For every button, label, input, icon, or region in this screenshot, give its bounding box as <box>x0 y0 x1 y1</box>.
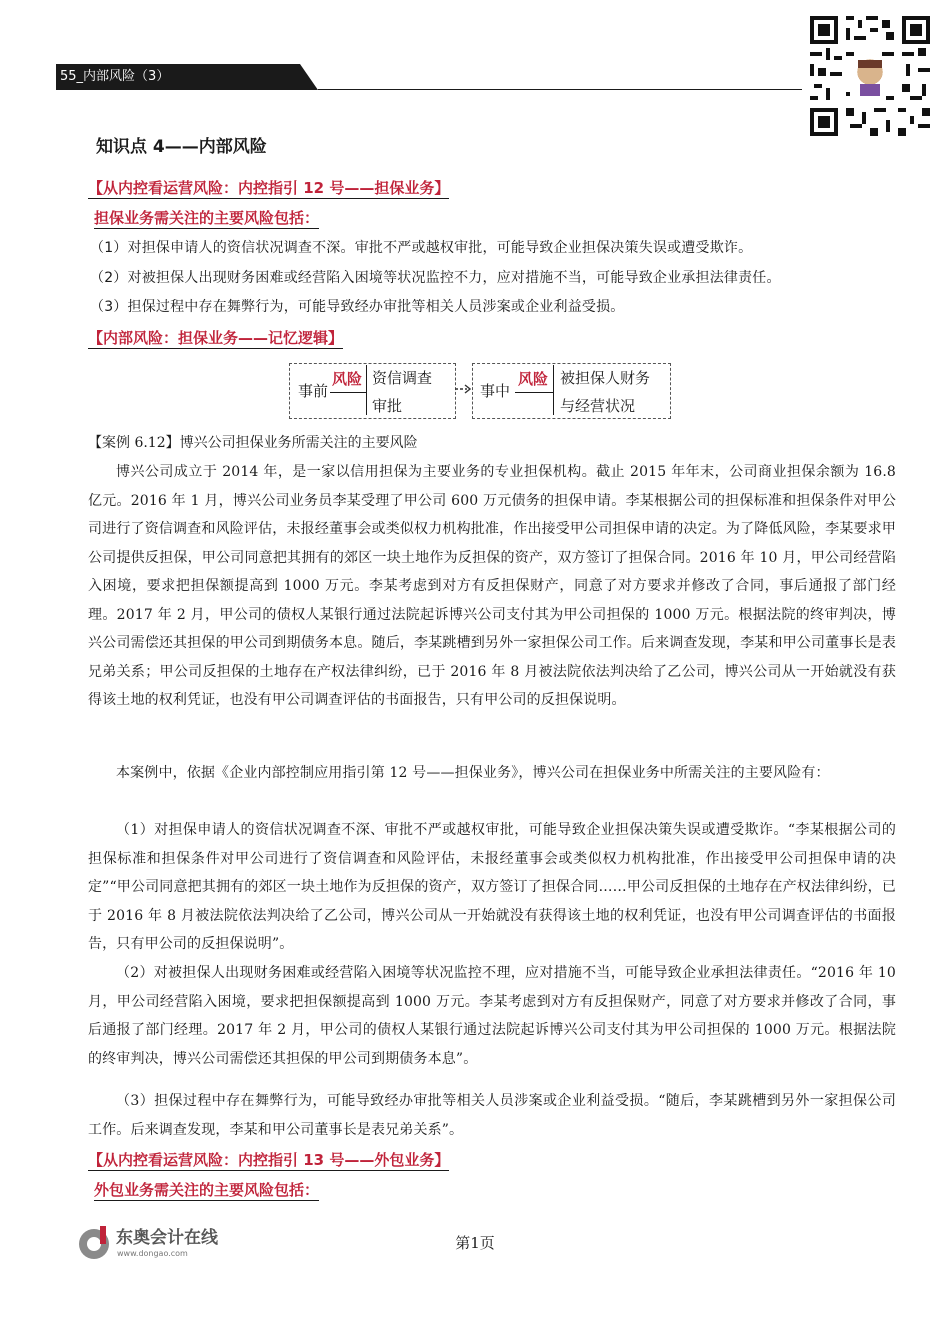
case-paragraph: 本案例中，依据《企业内部控制应用指引第 12 号——担保业务》，博兴公司在担保业务中所需关注的主要风险有： <box>116 765 830 781</box>
section-subheading-guarantee: 担保业务需关注的主要风险包括： <box>94 209 320 227</box>
case-paragraph: （1）对担保申请人的资信状况调查不深、审批不严或越权审批，可能导致企业担保决策失误或遭受欺诈。“李某根据公司的担保标准和担保条件对甲公司进行了资信调查和风险评估，未报经董事会或类似权力机构批准，作出接受甲公司担保申请的决定”“甲公司同意把其拥有的郊区一块土地作为反担保的资产，双方签订了担保合同……甲公司反担保的土地存在产权法律纠纷，已于 2016 年 8 月被法院依法判决给了乙公司，博兴公司从一开始就没有获得该土地的权利凭证，也没有甲公司调查评估的书面报告，只有甲公司的反担保说明”。 <box>88 822 896 952</box>
section-heading-guarantee: 【从内控看运营风险：内控指引 12 号——担保业务】 <box>88 179 450 197</box>
diagram-item-finance: 被担保人财务 <box>560 369 651 387</box>
risk-item: （2）对被担保人出现财务困难或经营陷入困境等状况监控不力，应对措施不当，可能导致企业承担法律责任。 <box>90 270 781 286</box>
diagram-stage-before: 事前 <box>298 382 329 400</box>
page-number: 第1页 <box>455 1234 495 1252</box>
qr-code-icon <box>806 12 934 140</box>
arrow-right-icon <box>455 383 471 395</box>
footer-logo-url: www.dongao.com <box>117 1249 188 1258</box>
case-paragraph: （3）担保过程中存在舞弊行为，可能导致经办审批等相关人员涉案或企业利益受损。“随后，李某跳槽到另外一家担保公司工作。后来调查发现，李某和甲公司董事长是表兄弟关系”。 <box>88 1093 896 1138</box>
diagram-item-approval: 审批 <box>372 397 403 415</box>
diagram-connector <box>515 392 553 393</box>
diagram-bracket <box>553 365 554 415</box>
risk-item: （1）对担保申请人的资信状况调查不深。审批不严或越权审批，可能导致企业担保决策失误或遭受欺诈。 <box>90 240 753 256</box>
diagram-item-credit-check: 资信调查 <box>372 369 433 387</box>
case-paragraph: （2）对被担保人出现财务困难或经营陷入困境等状况监控不理，应对措施不当，可能导致企业承担法律责任。“2016 年 10 月，甲公司经营陷入困境，要求把担保额提高到 1000 万元。李某考虑到对方有反担保财产，同意了对方要求并修改了合同，事后通报了部门经理。2017 年 2 月，甲公司的债权人某银行通过法院起诉博兴公司支付其为甲公司担保的 1000 万元。根据法院的终审判决，博兴公司需偿还其担保的甲公司到期债务本息”。 <box>88 965 896 1067</box>
diagram-bracket <box>366 365 367 415</box>
section-subheading-outsourcing: 外包业务需关注的主要风险包括： <box>94 1181 320 1199</box>
case-paragraph: 博兴公司成立于 2014 年，是一家以信用担保为主要业务的专业担保机构。截止 2015 年年末，公司商业担保余额为 16.8 亿元。2016 年 1 月，博兴公司业务员李某受理了甲公司 600 万元债务的担保申请。李某根据公司的担保标准和担保条件对甲公司进行了资信调查和风险评估，未报经董事会或类似权力机构批准，作出接受甲公司担保申请的决定。为了降低风险，李某要求甲公司提供反担保，甲公司同意把其拥有的郊区一块土地作为反担保的资产，双方签订了担保合同。2016 年 10 月，甲公司经营陷入困境，要求把担保额提高到 1000 万元。李某考虑到对方有反担保财产，同意了对方要求并修改了合同，事后通报了部门经理。2017 年 2 月，甲公司的债权人某银行通过法院起诉博兴公司支付其为甲公司担保的 1000 万元。根据法院的终审判决，博兴公司需偿还其担保的甲公司到期债务本息。随后，李某跳槽到另外一家担保公司工作。后来调查发现，李某和甲公司董事长是表兄弟关系；甲公司反担保的土地存在产权法律纠纷，已于 2016 年 8 月被法院依法判决给了乙公司，博兴公司从一开始就没有获得该土地的权利凭证，也没有甲公司调查评估的书面报告，只有甲公司的反担保说明。 <box>88 464 896 708</box>
page-title: 知识点 4——内部风险 <box>96 137 267 157</box>
diagram-risk-label: 风险 <box>332 370 363 388</box>
diagram-item-operations: 与经营状况 <box>560 397 636 415</box>
diagram-risk-label: 风险 <box>518 370 549 388</box>
case-title: 【案例 6.12】博兴公司担保业务所需关注的主要风险 <box>88 435 418 451</box>
header-title: 55_内部风险（3） <box>60 69 170 84</box>
risk-item: （3）担保过程中存在舞弊行为，可能导致经办审批等相关人员涉案或企业利益受损。 <box>90 299 625 315</box>
diagram-stage-during: 事中 <box>480 382 511 400</box>
diagram-connector <box>330 392 366 393</box>
section-heading-outsourcing: 【从内控看运营风险：内控指引 13 号——外包业务】 <box>88 1151 450 1169</box>
footer-logo-name: 东奥会计在线 <box>116 1228 218 1248</box>
section-heading-memory-logic: 【内部风险：担保业务——记忆逻辑】 <box>88 329 344 347</box>
header-rule <box>318 89 802 90</box>
